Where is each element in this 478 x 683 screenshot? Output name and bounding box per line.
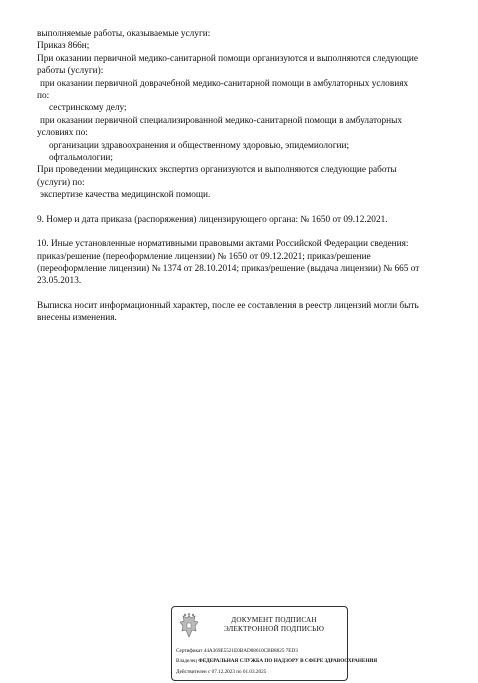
- disclaimer-line: Выписка носит информационный характер, после ее составления в реестр лицензий могли быть: [37, 300, 419, 311]
- document-body: [37, 28, 471, 325]
- text-line: при оказании первичной доврачебной медико-санитарной помощи в амбулаторных условиях: [40, 78, 409, 89]
- certificate-row: Сертификат 44A369E5521E0BAD08610CBB8825 7ED3: [176, 648, 298, 654]
- text-line: При проведении медицинских экспертиз организуются и выполняются следующие работы: [37, 165, 397, 176]
- text-line: при оказании первичной специализированной медико-санитарной помощи в амбулаторных: [40, 115, 403, 126]
- text-line: организации здравоохранения и общественному здоровью, эпидемиологии;: [49, 140, 350, 151]
- coat-of-arms-icon: [178, 613, 200, 640]
- text-line: офтальмологии;: [49, 153, 113, 164]
- text-line: выполняемые работы, оказываемые услуги:: [37, 29, 211, 39]
- text-line: по:: [37, 91, 50, 102]
- item-10-line: 10. Иные установленные нормативными правовыми актами Российской Федерации сведения:: [37, 239, 409, 250]
- text-line: При оказании первичной медико-санитарной помощи организуются и выполняются следующие: [37, 53, 419, 64]
- disclaimer-line: внесены изменения.: [37, 313, 117, 324]
- text-line: экспертизе качества медицинской помощи.: [40, 190, 211, 201]
- owner-row: Владелец ФЕДЕРАЛЬНАЯ СЛУЖБА ПО НАДЗОРУ В СФЕРЕ ЗДРАВООХРАНЕНИЯ: [176, 658, 378, 665]
- item-10-line: приказ/решение (переоформление лицензии) № 1650 от 09.12.2021; приказ/решение: [37, 251, 371, 262]
- stamp-details: [176, 646, 378, 677]
- text-line: сестринскому делу;: [49, 103, 127, 114]
- electronic-signature-stamp: [171, 606, 378, 681]
- item-10-line: 23.05.2013.: [37, 276, 82, 287]
- text-line: работы (услуги):: [37, 66, 104, 77]
- text-line: Приказ 866н;: [37, 41, 90, 52]
- stamp-title: ДОКУМЕНТ ПОДПИСАН ЭЛЕКТРОННОЙ ПОДПИСЬЮ: [223, 616, 325, 633]
- text-line: условиях по:: [37, 128, 88, 139]
- item-10-line: (переоформление лицензии) № 1374 от 28.10.2014; приказ/решение (выдача лицензии) № 665 от: [37, 263, 420, 274]
- item-9: 9. Номер и дата приказа (распоряжения) лицензирующего органа: № 1650 от 09.12.2021.: [37, 214, 388, 225]
- text-line: (услуги) по:: [37, 177, 85, 188]
- validity-row: Действителен с 07.12.2023 по 01.03.2025: [176, 668, 267, 675]
